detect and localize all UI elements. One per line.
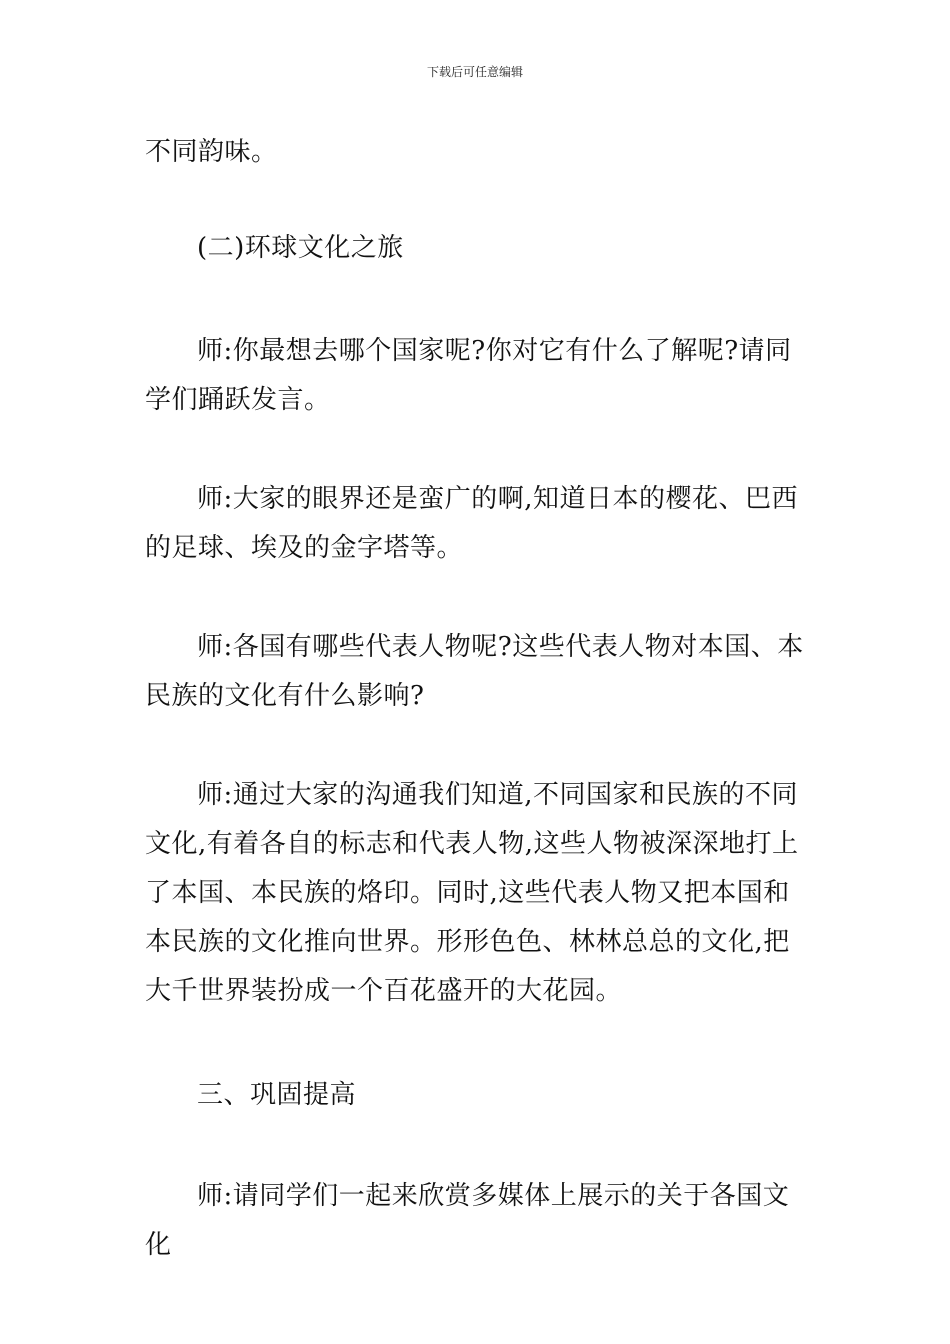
- paragraph-teacher-question-country: 师:你最想去哪个国家呢?你对它有什么了解呢?请同学们踊跃发言。: [145, 336, 792, 415]
- paragraph-teacher-representatives: 师:各国有哪些代表人物呢?这些代表人物对本国、本民族的文化有什么影响?: [145, 632, 804, 711]
- section-heading-global-culture-tour: (二)环球文化之旅: [197, 233, 404, 263]
- paragraph-continuation: 不同韵味。: [145, 137, 278, 167]
- section-heading-consolidate: 三、巩固提高: [197, 1080, 357, 1110]
- paragraph-teacher-multimedia: 师:请同学们一起来欣赏多媒体上展示的关于各国文化: [145, 1181, 790, 1260]
- page-header: 下载后可任意编辑: [426, 65, 523, 79]
- paragraph-teacher-summary: 师:通过大家的沟通我们知道,不同国家和民族的不同文化,有着各自的标志和代表人物,这些人物被深深地打上了本国、本民族的烙印。同时,这些代表人物又把本国和本民族的文化推向世界。形形色色、林林总总的文化,把大千世界装扮成一个百花盛开的大花园。: [145, 780, 799, 1006]
- paragraph-teacher-horizons: 师:大家的眼界还是蛮广的啊,知道日本的樱花、巴西的足球、埃及的金字塔等。: [145, 484, 799, 563]
